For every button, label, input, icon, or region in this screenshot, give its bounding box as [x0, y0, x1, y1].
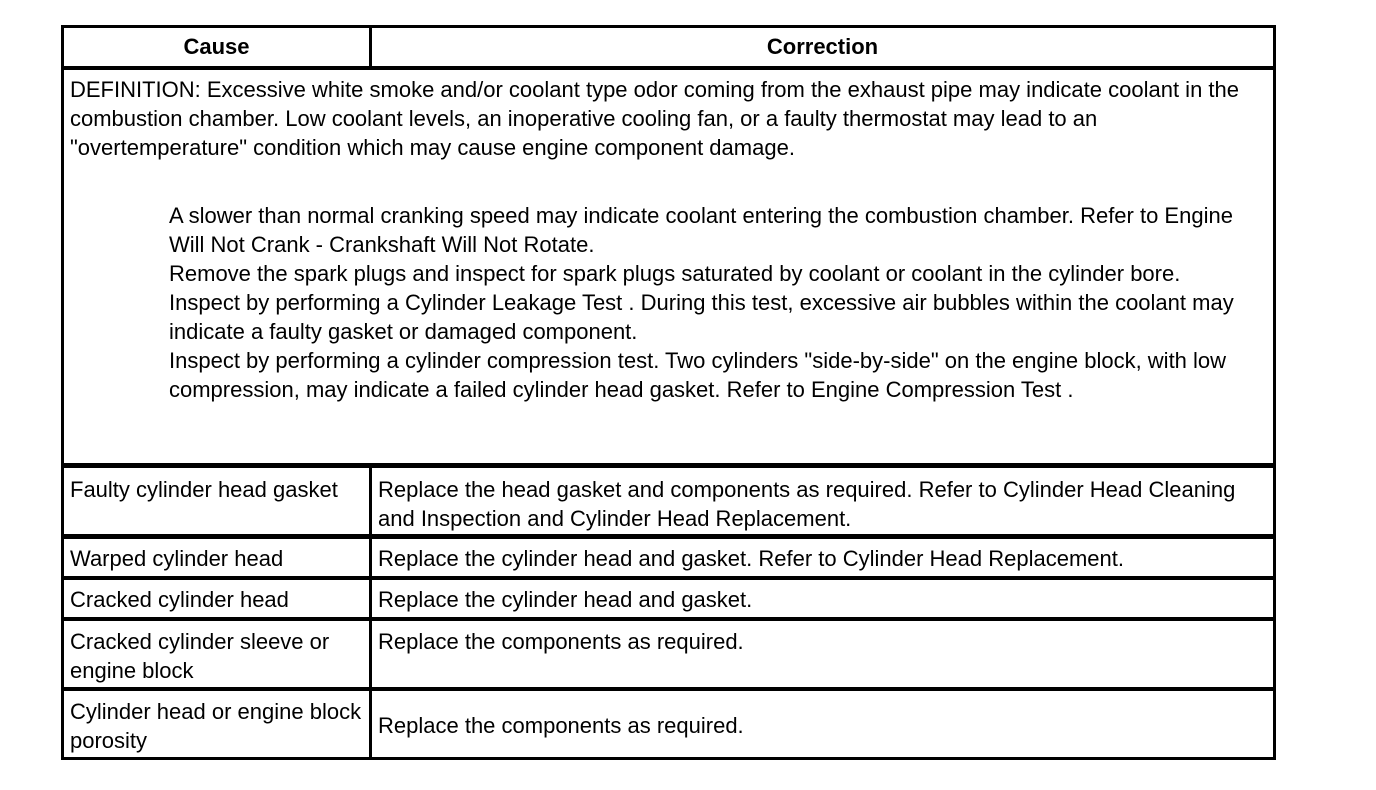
cause-cell: Faulty cylinder head gasket [70, 477, 338, 502]
cause-cell: Cracked cylinder sleeve or engine block [70, 629, 330, 683]
column-divider [369, 621, 372, 687]
diagnosis-table [61, 25, 1276, 760]
correction-cell: Replace the head gasket and components as required. Refer to Cylinder Head Cleaning and Inspection and Cylinder Head Replacement. [378, 477, 1236, 531]
row-divider [64, 687, 1273, 691]
diagnostic-step: Inspect by performing a Cylinder Leakage Test . During this test, excessive air bubbles within the coolant may indicate a faulty gasket or damaged component. [169, 290, 1234, 344]
row-divider [64, 576, 1273, 580]
column-divider [369, 539, 372, 576]
column-divider [369, 468, 372, 534]
column-divider-header [369, 28, 372, 66]
row-divider [64, 463, 1273, 468]
header-correction: Correction [766, 34, 879, 59]
column-divider [369, 580, 372, 617]
row-divider [64, 66, 1273, 70]
diagnostic-step: A slower than normal cranking speed may indicate coolant entering the combustion chamber. Refer to Engine Will Not Crank - Crankshaft Will Not Rotate. [169, 203, 1233, 257]
cause-cell: Warped cylinder head [70, 546, 284, 571]
diagnostic-step: Remove the spark plugs and inspect for spark plugs saturated by coolant or coolant in the cylinder bore. [169, 261, 1181, 286]
diagnostic-step: Inspect by performing a cylinder compression test. Two cylinders "side-by-side" on the engine block, with low compression, may indicate a failed cylinder head gasket. Refer to Engine Compression Test . [169, 348, 1227, 402]
correction-cell: Replace the components as required. [378, 629, 744, 654]
correction-cell: Replace the cylinder head and gasket. [378, 587, 753, 612]
cause-cell: Cracked cylinder head [70, 587, 289, 612]
correction-cell: Replace the cylinder head and gasket. Refer to Cylinder Head Replacement. [378, 546, 1124, 571]
diagnostic-steps [169, 201, 1274, 404]
definition-text: DEFINITION: Excessive white smoke and/or coolant type odor coming from the exhaust pipe may indicate coolant in the combustion chamber. Low coolant levels, an inoperative cooling fan, or a faulty thermostat may lead to an "overtemperature" condition which may cause engine component damage. [70, 77, 1239, 160]
correction-cell: Replace the components as required. [378, 713, 744, 738]
row-divider [64, 534, 1273, 539]
header-cause: Cause [183, 34, 250, 59]
column-divider [369, 691, 372, 757]
row-divider [64, 617, 1273, 621]
cause-cell: Cylinder head or engine block porosity [70, 699, 362, 753]
